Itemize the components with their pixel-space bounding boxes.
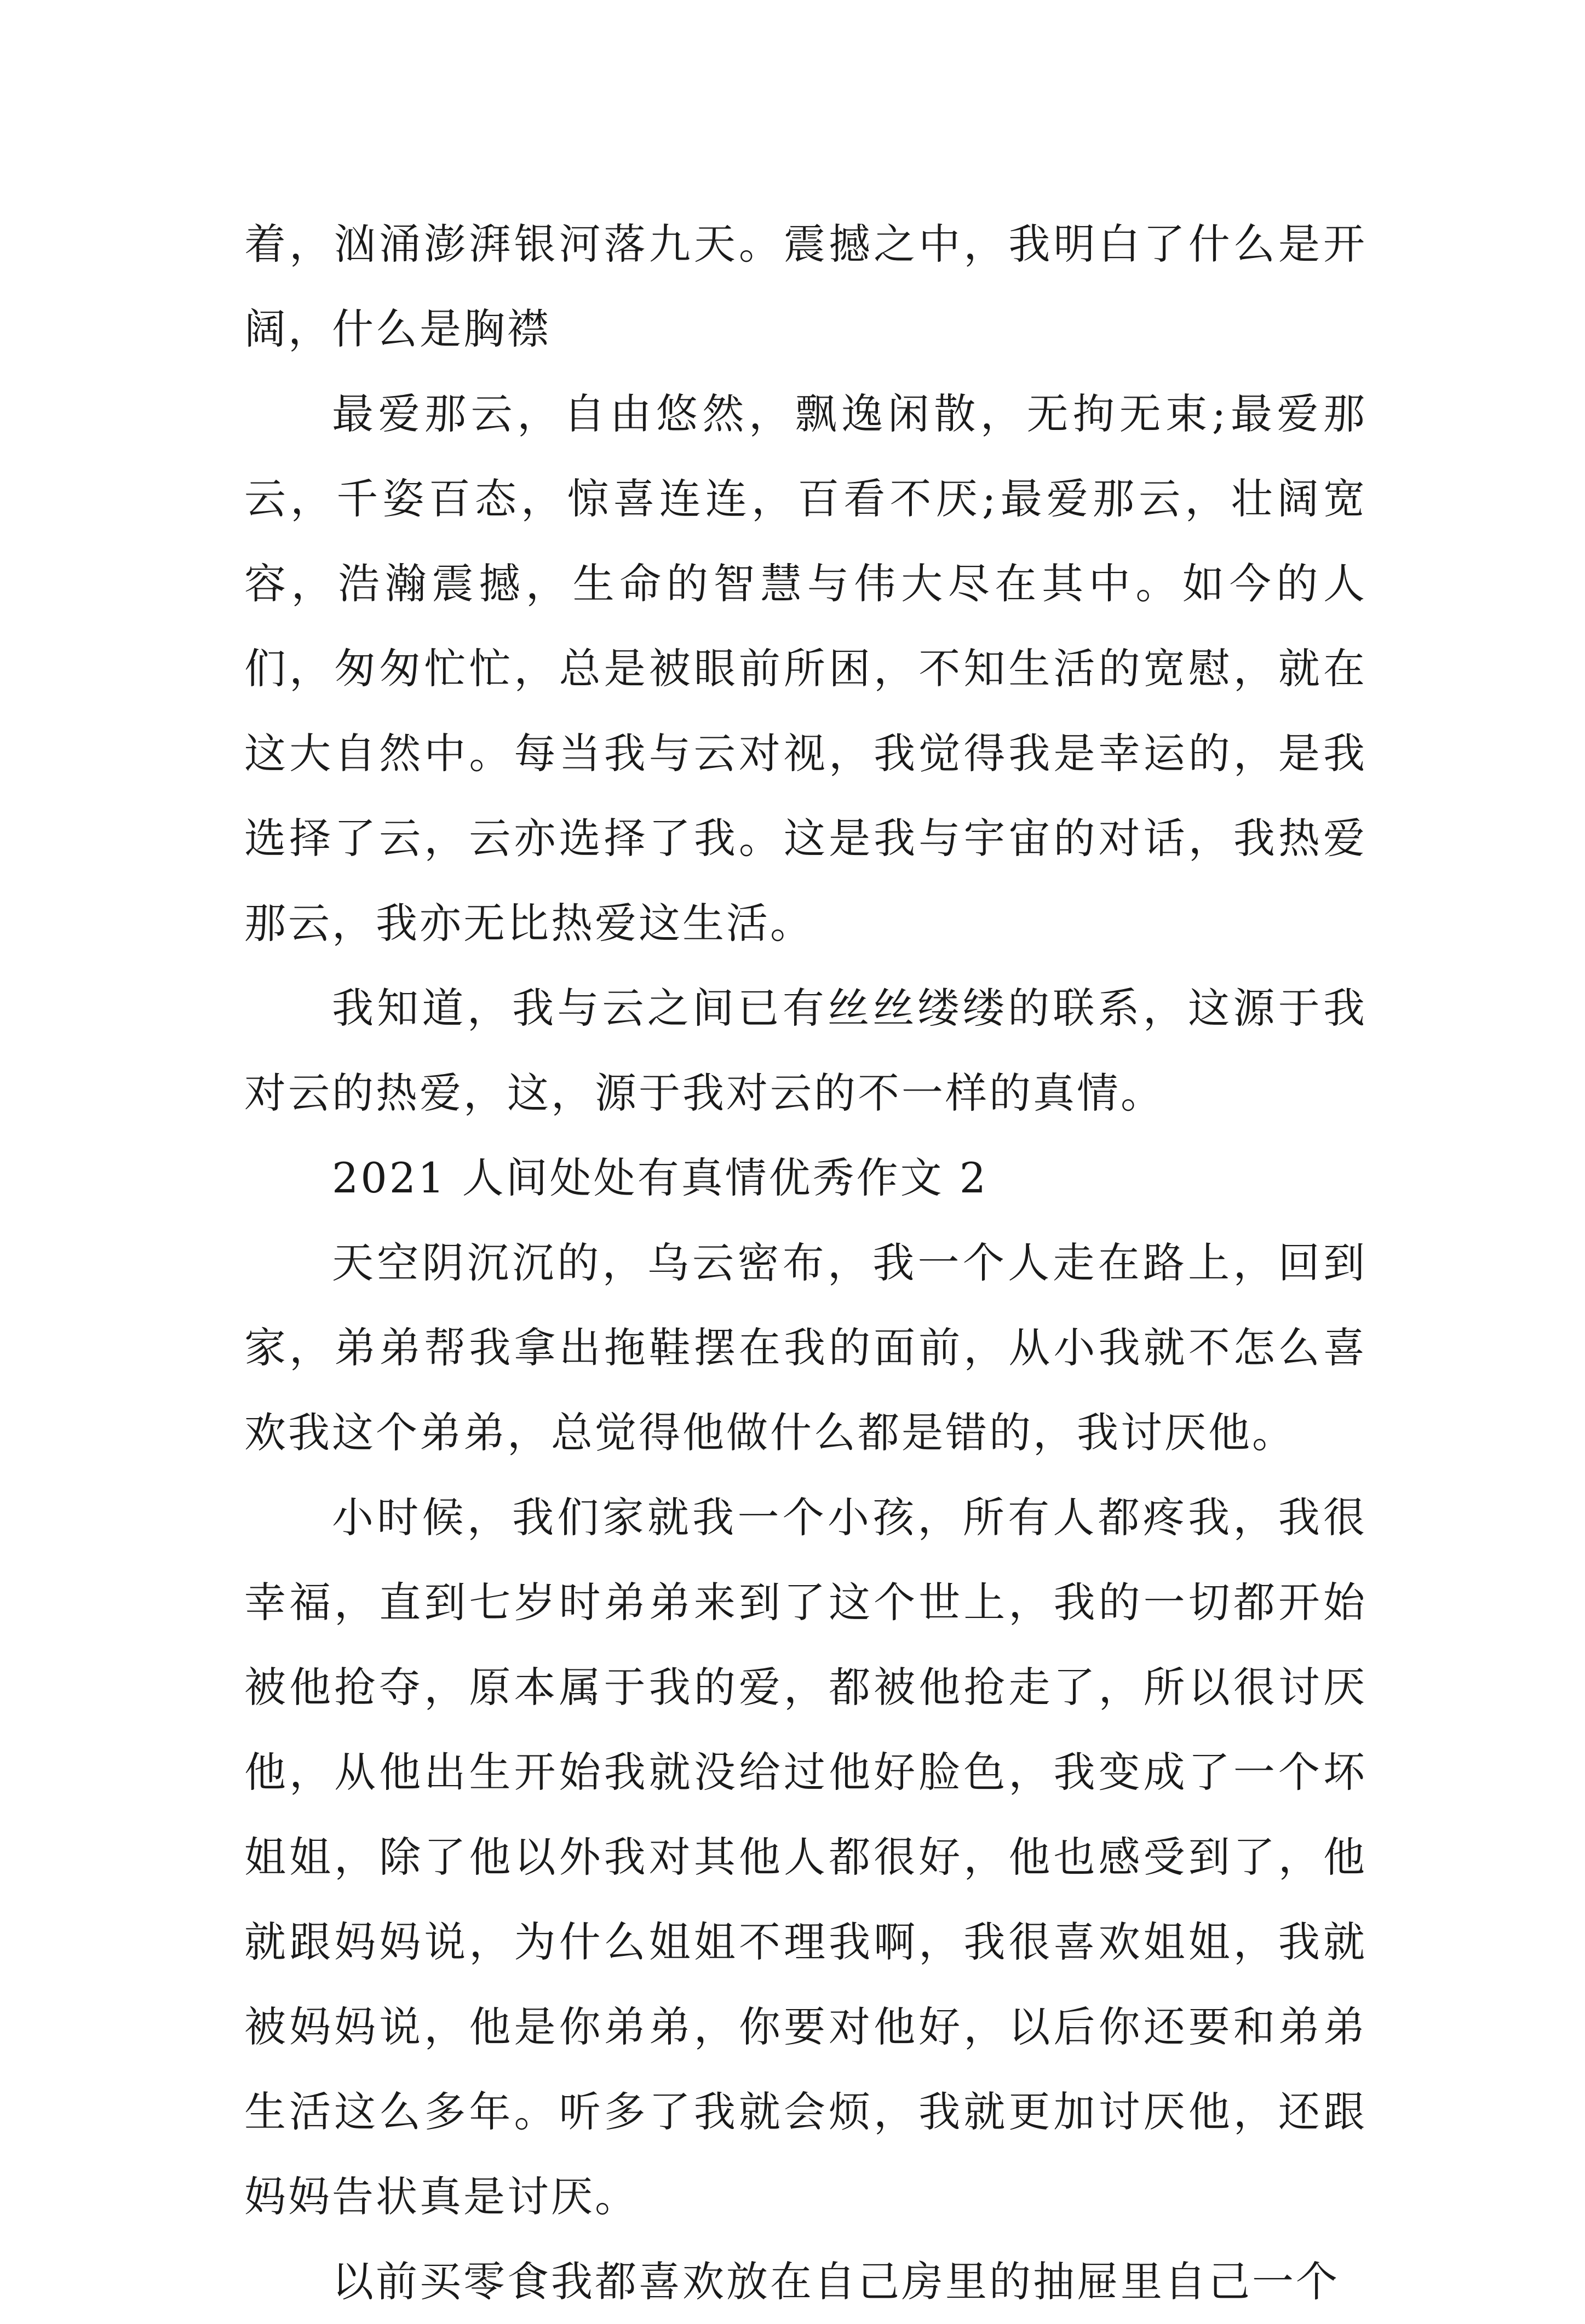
- paragraph-continuation: 着，汹涌澎湃银河落九天。震撼之中，我明白了什么是开阔，什么是胸襟: [244, 220, 1367, 353]
- essay-heading: 2021 人间处处有真情优秀作文 2: [332, 1154, 989, 1202]
- document-body: [244, 202, 1367, 2324]
- paragraph-brother: 天空阴沉沉的，乌云密布，我一个人走在路上，回到家，弟弟帮我拿出拖鞋摆在我的面前，从小我就不怎么喜欢我这个弟弟，总觉得他做什么都是错的，我讨厌他。: [244, 1238, 1367, 1457]
- paragraph-childhood: 小时候，我们家就我一个小孩，所有人都疼我，我很幸福，直到七岁时弟弟来到了这个世上，我的一切都开始被他抢夺，原本属于我的爱，都被他抢走了，所以很讨厌他，从他出生开始我就没给过他好脸色，我变成了一个坏姐姐，除了他以外我对其他人都很好，他也感受到了，他就跟妈妈说，为什么姐姐不理我啊，我很喜欢姐姐，我就被妈妈说，他是你弟弟，你要对他好，以后你还要和弟弟生活这么多年。听多了我就会烦，我就更加讨厌他，还跟妈妈告状真是讨厌。: [244, 1493, 1367, 2221]
- paragraph-connection: 我知道，我与云之间已有丝丝缕缕的联系，这源于我对云的热爱，这，源于我对云的不一样的真情。: [244, 984, 1367, 1117]
- paragraph-love-clouds: 最爱那云，自由悠然，飘逸闲散，无拘无束;最爱那云，千姿百态，惊喜连连，百看不厌;最爱那云，壮阔宽容，浩瀚震撼，生命的智慧与伟大尽在其中。如今的人们，匆匆忙忙，总是被眼前所困，不知生活的宽慰，就在这大自然中。每当我与云对视，我觉得我是幸运的，是我选择了云，云亦选择了我。这是我与宇宙的对话，我热爱那云，我亦无比热爱这生活。: [244, 389, 1367, 948]
- paragraph-snacks: 以前买零食我都喜欢放在自己房里的抽屉里自己一个: [332, 2257, 1340, 2306]
